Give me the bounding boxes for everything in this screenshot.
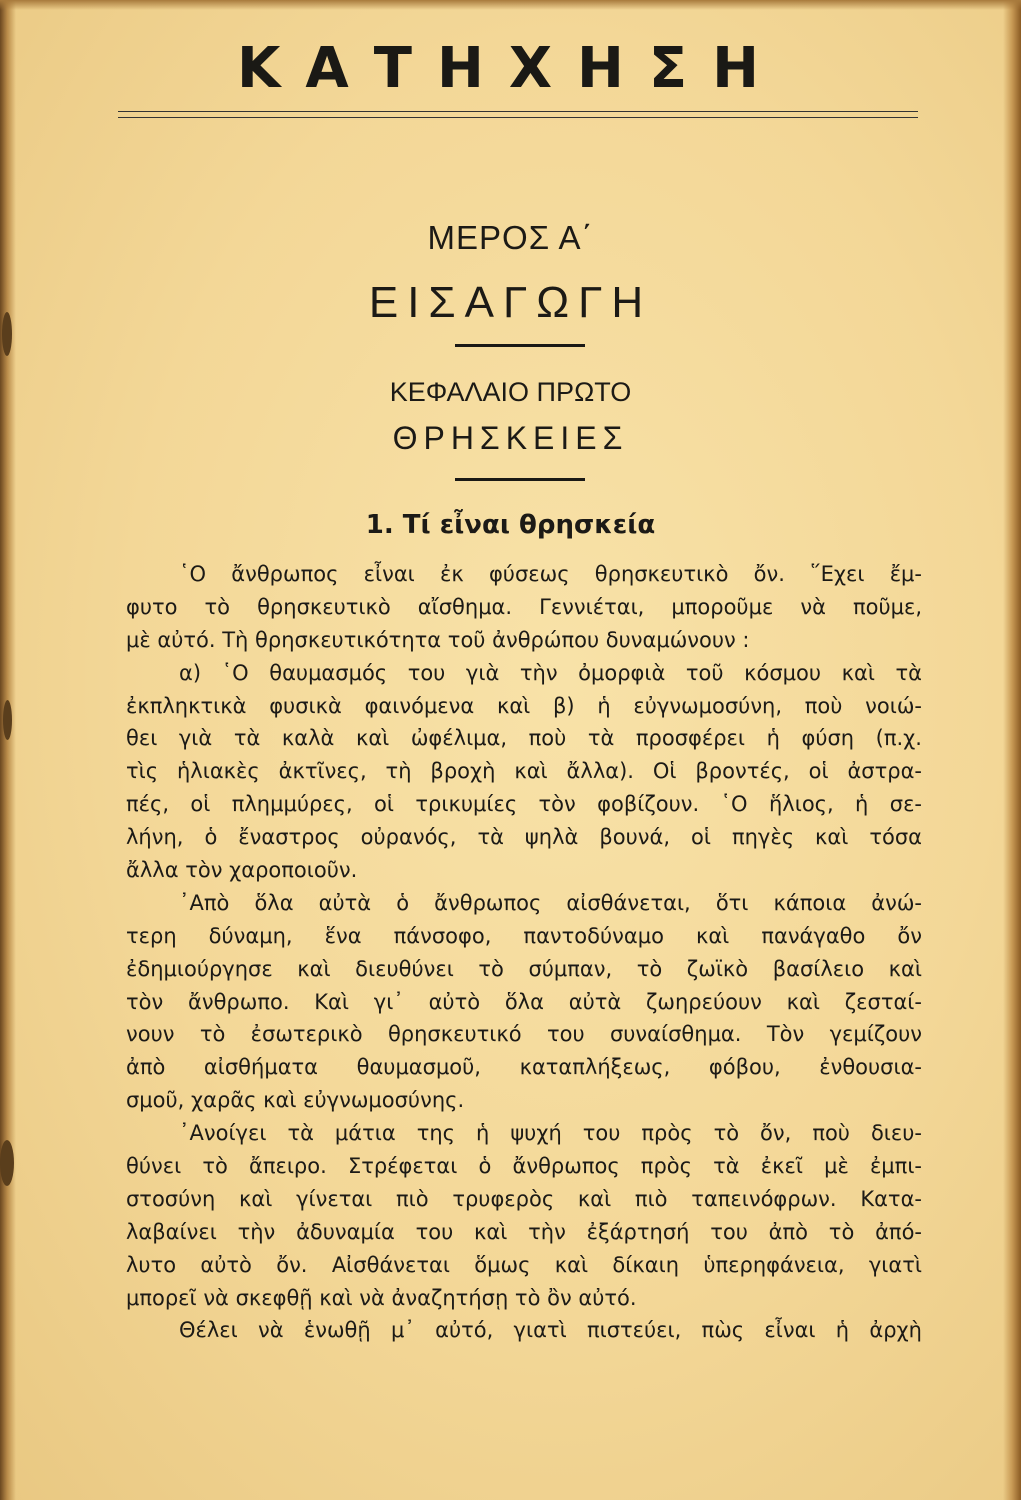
text-line: φυτο τὸ θρησκευτικὸ αἴσθημα. Γεννιέται, μποροῦμε νὰ ποῦμε, xyxy=(126,594,922,619)
text-line: τὶς ἡλιακὲς ἀκτῖνες, τὴ βροχὴ καὶ ἄλλα). Οἱ βροντές, οἱ ἀστρα- xyxy=(126,759,922,784)
text-line: ῾Ο ἄνθρωπος εἶναι ἐκ φύσεως θρησκευτικὸ ὄν. ῞Εχει ἔμ- xyxy=(179,562,922,586)
title-rule xyxy=(455,344,585,347)
text-line: α) ῾Ο θαυμασμός του γιὰ τὴν ὀμορφιὰ τοῦ κόσμου καὶ τὰ xyxy=(179,660,922,685)
text-line: ᾿Απὸ ὅλα αὐτὰ ὁ ἄνθρωπος αἰσθάνεται, ὅτι κάποια ἀνώ- xyxy=(179,890,922,915)
text-line: ἐκπληκτικὰ φυσικὰ φαινόμενα καὶ β) ἡ εὐγνωμοσύνη, ποὺ νοιώ- xyxy=(126,693,922,718)
stain-mark xyxy=(3,700,12,740)
text-line: ἐδημιούργησε καὶ διευθύνει τὸ σύμπαν, τὸ ζωϊκὸ βασίλειο καὶ xyxy=(126,956,922,981)
body-text xyxy=(126,558,922,1347)
running-title: ΚΑΤΗΧΗΣΗ xyxy=(237,36,784,101)
text-line: θει γιὰ τὰ καλὰ καὶ ὠφέλιμα, ποὺ τὰ προσφέρει ἡ φύση (π.χ. xyxy=(126,726,922,751)
text-line: νουν τὸ ἐσωτερικὸ θρησκευτικό του συναίσθημα. Τὸν γεμίζουν xyxy=(126,1022,922,1047)
stain-mark xyxy=(0,1140,14,1186)
text-line: τὸν ἄνθρωπο. Καὶ γι᾿ αὐτὸ ὅλα αὐτὰ ζωηρεύουν καὶ ζεσταί- xyxy=(126,989,922,1014)
chapter-rule xyxy=(455,478,585,481)
text-line: θύνει τὸ ἄπειρο. Στρέφεται ὁ ἄνθρωπος πρὸς τὰ ἐκεῖ μὲ ἐμπι- xyxy=(126,1154,922,1179)
page-edge-top xyxy=(0,0,1021,10)
text-line: μπορεῖ νὰ σκεφθῇ καὶ νὰ ἀναζητήσῃ τὸ ὂν αὐτό. xyxy=(126,1285,637,1310)
text-line: τερη δύναμη, ἕνα πάνσοφο, παντοδύναμο καὶ πανάγαθο ὄν xyxy=(126,923,922,948)
header-double-rule xyxy=(118,111,918,118)
subsection-heading: 1. Τί εἶναι θρησκεία xyxy=(365,510,656,540)
text-line: μὲ αὐτό. Τὴ θρησκευτικότητα τοῦ ἀνθρώπου δυναμώνουν : xyxy=(126,627,750,652)
part-heading: ΜΕΡΟΣ Α΄ xyxy=(427,219,594,256)
text-line: σμοῦ, χαρᾶς καὶ εὐγνωμοσύνης. xyxy=(126,1088,465,1113)
text-line: ἄλλα τὸν χαροποιοῦν. xyxy=(126,858,358,883)
chapter-title: ΘΡΗΣΚΕΙΕΣ xyxy=(392,420,629,456)
section-title: ΕΙΣΑΓΩΓΗ xyxy=(368,278,653,327)
text-line: Θέλει νὰ ἑνωθῇ μ᾿ αὐτό, γιατὶ πιστεύει, πὼς εἶναι ἡ ἀρχὴ xyxy=(179,1318,922,1343)
text-line: λυτο αὐτὸ ὄν. Αἰσθάνεται ὅμως καὶ δίκαιη ὑπερηφάνεια, γιατὶ xyxy=(126,1252,922,1277)
text-line: ᾿Ανοίγει τὰ μάτια της ἡ ψυχή του πρὸς τὸ ὄν, ποὺ διευ- xyxy=(179,1121,922,1146)
text-line: ἀπὸ αἰσθήματα θαυμασμοῦ, καταπλήξεως, φόβου, ἐνθουσια- xyxy=(126,1055,922,1080)
text-line: λαβαίνει τὴν ἀδυναμία του καὶ τὴν ἐξάρτησή του ἀπὸ τὸ ἀπό- xyxy=(126,1219,922,1244)
text-line: στοσύνη καὶ γίνεται πιὸ τρυφερὸς καὶ πιὸ ταπεινόφρων. Κατα- xyxy=(126,1186,922,1211)
text-line: λήνη, ὁ ἔναστρος οὐρανός, τὰ ψηλὰ βουνά, οἱ πηγὲς καὶ τόσα xyxy=(126,825,922,850)
chapter-heading: ΚΕΦΑΛΑΙΟ ΠΡΩΤΟ xyxy=(389,377,632,407)
text-line: πές, οἱ πλημμύρες, οἱ τρικυμίες τὸν φοβίζουν. ῾Ο ἥλιος, ἡ σε- xyxy=(126,792,922,817)
